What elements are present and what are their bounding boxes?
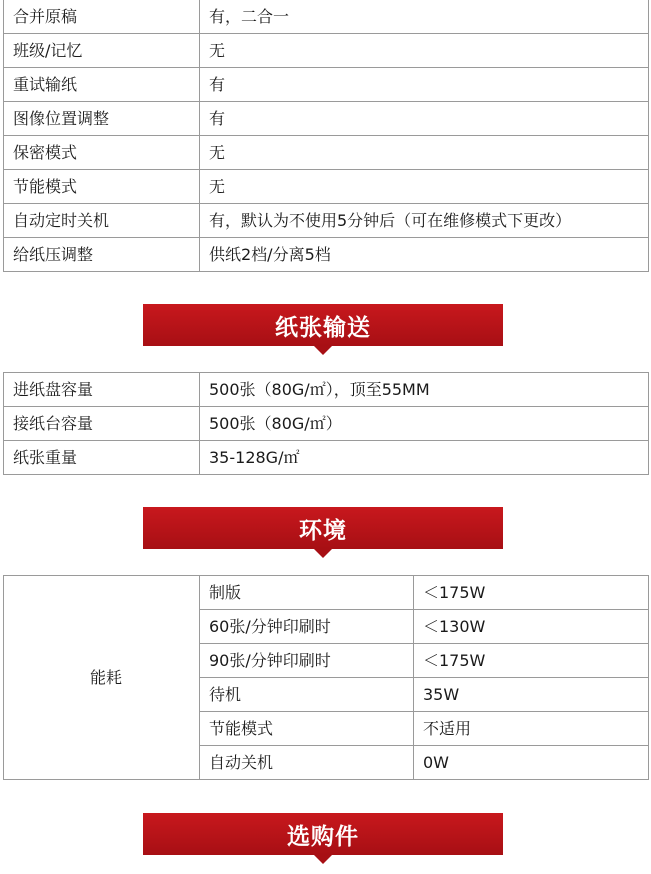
table-row <box>4 204 649 238</box>
spec-value: 有，二合一 <box>200 0 649 34</box>
spec-value: 有 <box>200 68 649 102</box>
table-row <box>4 34 649 68</box>
spec-value: 有，默认为不使用5分钟后（可在维修模式下更改） <box>200 204 649 238</box>
power-consumption-table <box>3 575 649 780</box>
spec-label: 接纸台容量 <box>4 407 200 441</box>
section-title: 选购件 <box>287 823 359 850</box>
section-banner-environment <box>143 507 503 549</box>
spec-value: 无 <box>200 170 649 204</box>
spec-value: 500张（80G/㎡），顶至55MM <box>200 373 649 407</box>
banner-notch <box>314 549 332 558</box>
spec-label: 90张/分钟印刷时 <box>200 644 414 678</box>
spec-label: 纸张重量 <box>4 441 200 475</box>
table-row <box>4 136 649 170</box>
spec-label: 60张/分钟印刷时 <box>200 610 414 644</box>
spec-value: ＜175W <box>414 576 649 610</box>
section-banner-paper-feed <box>143 304 503 346</box>
spec-label: 班级/记忆 <box>4 34 200 68</box>
table-row <box>4 576 649 610</box>
spec-value: 有 <box>200 102 649 136</box>
table-row <box>4 0 649 34</box>
spec-label: 重试输纸 <box>4 68 200 102</box>
spec-value: ＜130W <box>414 610 649 644</box>
spec-label: 保密模式 <box>4 136 200 170</box>
spec-label: 图像位置调整 <box>4 102 200 136</box>
general-spec-table <box>3 0 649 272</box>
table-row <box>4 68 649 102</box>
spec-label: 制版 <box>200 576 414 610</box>
spec-label: 节能模式 <box>200 712 414 746</box>
banner-notch <box>314 855 332 864</box>
spec-value: 35-128G/㎡ <box>200 441 649 475</box>
spec-label: 待机 <box>200 678 414 712</box>
spec-value: 无 <box>200 136 649 170</box>
table-row <box>4 170 649 204</box>
spec-label: 节能模式 <box>4 170 200 204</box>
spec-value: ＜175W <box>414 644 649 678</box>
power-category-label: 能耗 <box>4 576 200 780</box>
spec-value: 不适用 <box>414 712 649 746</box>
spec-value: 500张（80G/㎡） <box>200 407 649 441</box>
spec-value: 35W <box>414 678 649 712</box>
paper-feed-table <box>3 372 649 475</box>
table-row <box>4 441 649 475</box>
section-banner-accessories <box>143 813 503 855</box>
spec-label: 进纸盘容量 <box>4 373 200 407</box>
spec-label: 给纸压调整 <box>4 238 200 272</box>
section-title: 纸张输送 <box>275 314 371 341</box>
spec-label: 自动定时关机 <box>4 204 200 238</box>
section-title: 环境 <box>299 517 347 544</box>
spec-value: 无 <box>200 34 649 68</box>
table-row <box>4 407 649 441</box>
spec-value: 0W <box>414 746 649 780</box>
table-row <box>4 238 649 272</box>
spec-value: 供纸2档/分离5档 <box>200 238 649 272</box>
table-row <box>4 373 649 407</box>
table-row <box>4 102 649 136</box>
spec-label: 自动关机 <box>200 746 414 780</box>
spec-label: 合并原稿 <box>4 0 200 34</box>
banner-notch <box>314 346 332 355</box>
